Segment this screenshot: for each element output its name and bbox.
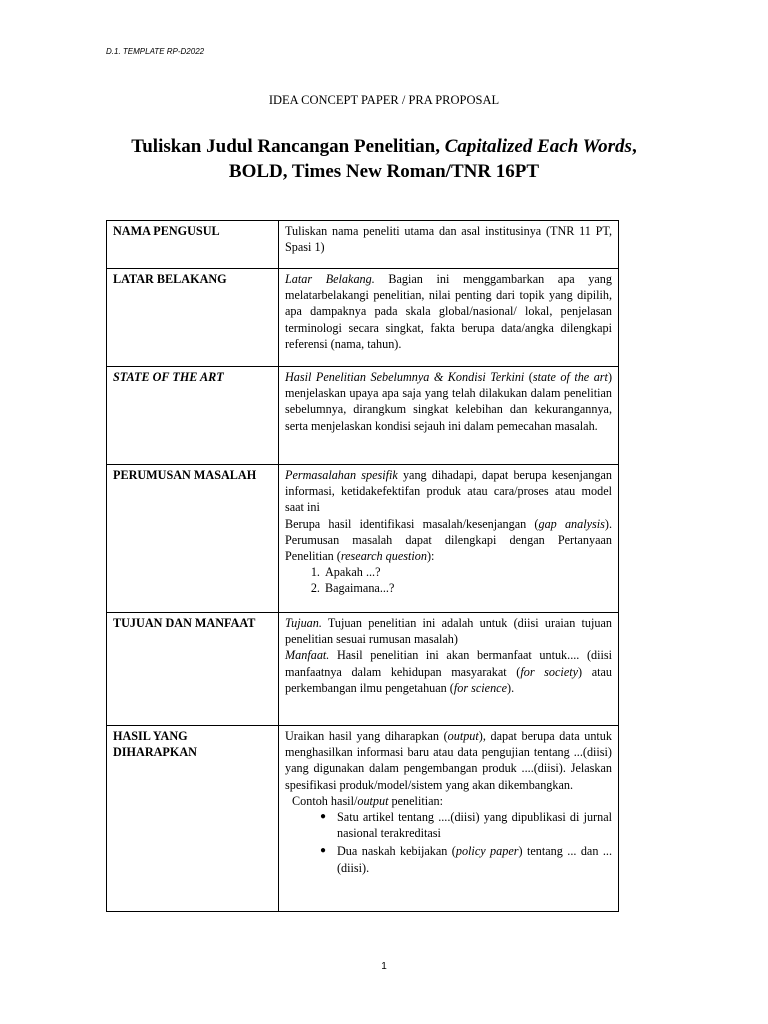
row-text: Dua naskah kebijakan ( — [337, 844, 456, 859]
list-item: 1. Apakah ...? — [323, 564, 612, 580]
row-description — [279, 221, 619, 269]
row-description — [279, 613, 619, 726]
row-text: ( — [524, 370, 533, 384]
row-italic-term: output — [447, 729, 479, 743]
row-text: Hasil penelitian ini akan bermanfaat untuk.... (diisi manfaatnya dalam kehidupan masyarakat ( — [285, 648, 612, 679]
table-row — [107, 221, 619, 269]
row-text: Berupa hasil identifikasi masalah/kesenjangan ( — [285, 516, 539, 531]
table-row — [107, 465, 619, 613]
row-italic-lead: Tujuan. — [285, 616, 322, 630]
row-text: Satu artikel tentang ....(diisi) yang dipublikasi di jurnal nasional terakreditasi — [337, 810, 612, 841]
row-text: Tuliskan nama peneliti utama dan asal institusinya (TNR 11 PT, Spasi 1) — [285, 224, 612, 255]
row-description — [279, 367, 619, 465]
title-text-line2: BOLD, Times New Roman/TNR 16PT — [228, 161, 540, 182]
row-text: ), dapat berupa data untuk menghasilkan informasi baru atau data pengujian tentang ...(diisi) yang digunakan dalam pengembangan produk ....(diisi). Jelaskan spesifikasi produk/model/sistem yang akan dikembangkan. — [285, 729, 612, 792]
table-row — [107, 726, 619, 912]
row-text: Tujuan penelitian ini adalah untuk (diisi uraian tujuan penelitian sesuai rumusan masalah) — [285, 616, 612, 647]
row-text: ). Perumusan masalah dapat dilengkapi dengan Pertanyaan Penelitian ( — [285, 516, 613, 564]
row-text: ) atau perkembangan ilmu pengetahuan ( — [285, 664, 612, 695]
row-italic-term: policy paper — [455, 844, 519, 859]
table-row — [107, 613, 619, 726]
row-text: Contoh hasil/ — [292, 793, 358, 808]
table-row — [107, 269, 619, 367]
row-text: ): — [426, 549, 435, 564]
row-description — [279, 269, 619, 367]
document-title — [90, 134, 678, 184]
row-italic-term: for society — [520, 664, 579, 679]
row-text: Bagian ini menggambarkan apa yang melatarbelakangi penelitian, nilai penting dari topik yang dipilih, apa dampaknya pada skala global/nasional/ lokal, penjelasan terminologi secara singkat, fakta berupa data/angka dilengkapi referensi (nama, tahun). — [285, 272, 612, 351]
list-item — [337, 809, 612, 841]
proposal-table — [106, 220, 619, 912]
row-italic-lead: Latar Belakang. — [285, 272, 375, 286]
row-text: ) tentang ... dan ...(diisi). — [337, 844, 612, 875]
row-description — [279, 465, 619, 613]
title-text-part3: , — [631, 136, 637, 157]
title-text-part1: Tuliskan Judul Rancangan Penelitian, — [131, 136, 445, 157]
table-row — [107, 367, 619, 465]
row-description — [279, 726, 619, 912]
template-code: D.1. TEMPLATE RP-D2022 — [106, 47, 205, 56]
row-text: ) menjelaskan upaya apa saja yang telah dilakukan dalam penelitian sebelumnya, dirangkum singkat kelebihan dan kekurangannya, serta menjelaskan kondisi sejauh ini dalam pemecahan masalah. — [285, 370, 612, 433]
row-label: STATE OF THE ART — [107, 367, 279, 465]
row-italic-lead: Manfaat. — [285, 648, 330, 663]
row-italic-term: for science — [453, 680, 508, 695]
row-italic-term: research question — [340, 549, 427, 564]
row-italic-term: state of the art — [532, 370, 608, 384]
row-text: ). — [507, 680, 515, 695]
row-label: LATAR BELAKANG — [107, 269, 279, 367]
row-text: Uraikan hasil yang diharapkan ( — [285, 729, 448, 743]
row-text: penelitian: — [388, 793, 443, 808]
research-question-list — [285, 564, 612, 596]
title-italic-part: Capitalized Each Words — [444, 136, 632, 157]
row-label: NAMA PENGUSUL — [107, 221, 279, 269]
row-italic-lead: Permasalahan spesifik — [285, 468, 398, 482]
row-italic-term: gap analysis — [538, 516, 605, 531]
row-italic-term: output — [357, 793, 389, 808]
row-label: TUJUAN DAN MANFAAT — [107, 613, 279, 726]
list-item: 2. Bagaimana...? — [323, 580, 612, 596]
document-type-heading: IDEA CONCEPT PAPER / PRA PROPOSAL — [268, 93, 500, 107]
page-number: 1 — [381, 961, 387, 972]
row-text: yang dihadapi, dapat berupa kesenjangan informasi, ketidakefektifan produk atau cara/proses atau model saat ini — [285, 468, 612, 515]
list-item — [337, 843, 612, 875]
row-label: HASIL YANG DIHARAPKAN — [107, 726, 279, 912]
expected-output-list — [285, 809, 612, 876]
row-italic-lead: Hasil Penelitian Sebelumnya & Kondisi Terkini — [285, 370, 525, 384]
row-label: PERUMUSAN MASALAH — [107, 465, 279, 613]
